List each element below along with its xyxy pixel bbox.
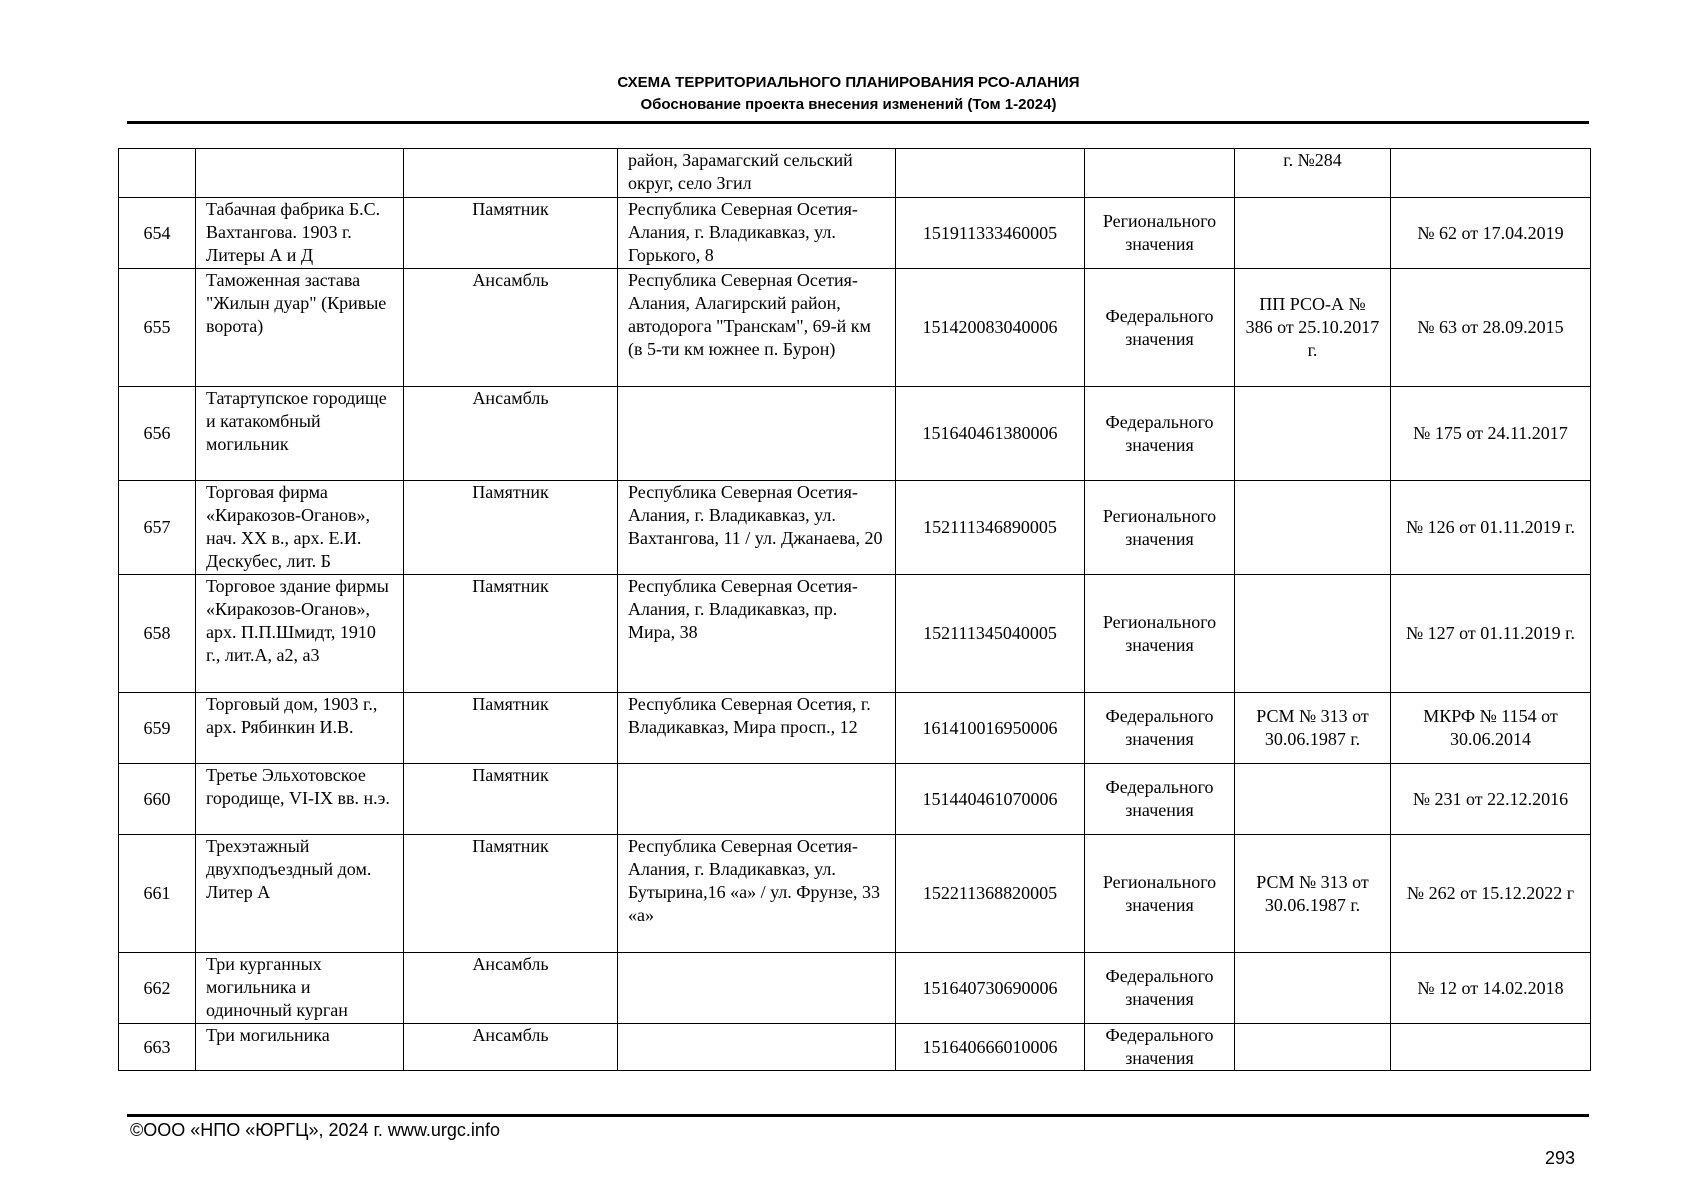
cell-name: Татартупское городище и катакомбный могильник [196,387,404,481]
cell-address [618,953,896,1024]
cell-category: Регионального значения [1085,481,1235,575]
cell-address: Республика Северная Осетия-Алания, г. Владикавказ, ул. Вахтангова, 11 / ул. Джанаева, 20 [618,481,896,575]
cell-type: Памятник [404,198,618,269]
cell-type: Ансамбль [404,953,618,1024]
header-divider [127,121,1589,124]
table-row-continuation [119,149,1591,198]
cell-num: 658 [119,575,196,693]
cell-code: 151440461070006 [896,764,1085,835]
cell-code: 152211368820005 [896,835,1085,953]
cell-num: 662 [119,953,196,1024]
cell-code: 152111345040005 [896,575,1085,693]
cell-address [618,1024,896,1071]
cell-order: № 126 от 01.11.2019 г. [1391,481,1591,575]
cell-type: Ансамбль [404,387,618,481]
cell-name: Торговая фирма «Киракозов-Оганов», нач. XX в., арх. Е.И. Дескубес, лит. Б [196,481,404,575]
cell-name: Три курганных могильника и одиночный курган [196,953,404,1024]
document-subtitle: Обоснование проекта внесения изменений (Том 1-2024) [640,96,1057,113]
cell-order: № 63 от 28.09.2015 [1391,269,1591,387]
cell-name: Табачная фабрика Б.С. Вахтангова. 1903 г. Литеры А и Д [196,198,404,269]
cell-decision: РСМ № 313 от 30.06.1987 г. [1235,835,1391,953]
cell-decision: г. №284 [1235,149,1391,198]
cell-order: № 12 от 14.02.2018 [1391,953,1591,1024]
cell-type: Памятник [404,693,618,764]
cell-num: 660 [119,764,196,835]
table-row [119,835,1591,953]
cell-num: 654 [119,198,196,269]
cell-type: Памятник [404,835,618,953]
cell-order: № 127 от 01.11.2019 г. [1391,575,1591,693]
cell-address: Республика Северная Осетия-Алания, Алагирский район, автодорога "Транскам", 69-й км (в 5-ти км южнее п. Бурон) [618,269,896,387]
table-row [119,198,1591,269]
document-title: СХЕМА ТЕРРИТОРИАЛЬНОГО ПЛАНИРОВАНИЯ РСО-АЛАНИЯ [617,74,1080,91]
cell-category [1085,149,1235,198]
footer-copyright: ©ООО «НПО «ЮРГЦ», 2024 г. www.urgc.info [130,1120,500,1140]
cell-num: 656 [119,387,196,481]
cell-code: 151640730690006 [896,953,1085,1024]
cell-category: Федерального значения [1085,953,1235,1024]
monuments-table [118,148,1591,1071]
cell-num: 659 [119,693,196,764]
cell-decision [1235,387,1391,481]
table-row [119,387,1591,481]
cell-order [1391,1024,1591,1071]
cell-order: № 62 от 17.04.2019 [1391,198,1591,269]
cell-decision [1235,198,1391,269]
cell-address: Республика Северная Осетия-Алания, г. Владикавказ, ул. Бутырина,16 «а» / ул. Фрунзе, 33 «а» [618,835,896,953]
table-row [119,1024,1591,1071]
cell-category: Федерального значения [1085,1024,1235,1071]
table-row [119,953,1591,1024]
cell-decision [1235,575,1391,693]
cell-order [1391,149,1591,198]
table-row [119,764,1591,835]
cell-num [119,149,196,198]
page-number: 293 [1545,1148,1576,1168]
cell-name [196,149,404,198]
table-row [119,575,1591,693]
cell-order: № 231 от 22.12.2016 [1391,764,1591,835]
cell-name: Торговое здание фирмы «Киракозов-Оганов», арх. П.П.Шмидт, 1910 г., лит.А, а2, а3 [196,575,404,693]
cell-type: Ансамбль [404,1024,618,1071]
cell-type: Памятник [404,764,618,835]
cell-category: Федерального значения [1085,693,1235,764]
cell-category: Регионального значения [1085,575,1235,693]
cell-decision: ПП РСО-А № 386 от 25.10.2017 г. [1235,269,1391,387]
cell-code: 151640666010006 [896,1024,1085,1071]
cell-type [404,149,618,198]
cell-address [618,764,896,835]
cell-order: МКРФ № 1154 от 30.06.2014 [1391,693,1591,764]
cell-address: район, Зарамагский сельский округ, село Згил [618,149,896,198]
cell-decision: РСМ № 313 от 30.06.1987 г. [1235,693,1391,764]
cell-name: Трехэтажный двухподъездный дом. Литер А [196,835,404,953]
cell-category: Регионального значения [1085,835,1235,953]
cell-address [618,387,896,481]
cell-category: Федерального значения [1085,764,1235,835]
cell-decision [1235,764,1391,835]
table-row [119,269,1591,387]
table-row [119,481,1591,575]
cell-category: Федерального значения [1085,269,1235,387]
cell-code: 151640461380006 [896,387,1085,481]
cell-name: Торговый дом, 1903 г., арх. Рябинкин И.В. [196,693,404,764]
cell-num: 655 [119,269,196,387]
cell-num: 663 [119,1024,196,1071]
cell-type: Ансамбль [404,269,618,387]
cell-num: 657 [119,481,196,575]
cell-code: 151911333460005 [896,198,1085,269]
cell-type: Памятник [404,481,618,575]
cell-name: Три могильника [196,1024,404,1071]
cell-order: № 262 от 15.12.2022 г [1391,835,1591,953]
cell-type: Памятник [404,575,618,693]
footer-divider [127,1114,1589,1117]
cell-address: Республика Северная Осетия, г. Владикавказ, Мира просп., 12 [618,693,896,764]
cell-category: Федерального значения [1085,387,1235,481]
cell-name: Третье Эльхотовское городище, VI-IX вв. н.э. [196,764,404,835]
cell-order: № 175 от 24.11.2017 [1391,387,1591,481]
cell-decision [1235,1024,1391,1071]
cell-code: 152111346890005 [896,481,1085,575]
page-header [0,72,1697,116]
cell-num: 661 [119,835,196,953]
cell-category: Регионального значения [1085,198,1235,269]
cell-address: Республика Северная Осетия-Алания, г. Владикавказ, пр. Мира, 38 [618,575,896,693]
cell-decision [1235,953,1391,1024]
cell-code: 151420083040006 [896,269,1085,387]
cell-address: Республика Северная Осетия-Алания, г. Владикавказ, ул. Горького, 8 [618,198,896,269]
cell-decision [1235,481,1391,575]
cell-code: 161410016950006 [896,693,1085,764]
cell-code [896,149,1085,198]
table-row [119,693,1591,764]
cell-name: Таможенная застава "Жилын дуар" (Кривые ворота) [196,269,404,387]
